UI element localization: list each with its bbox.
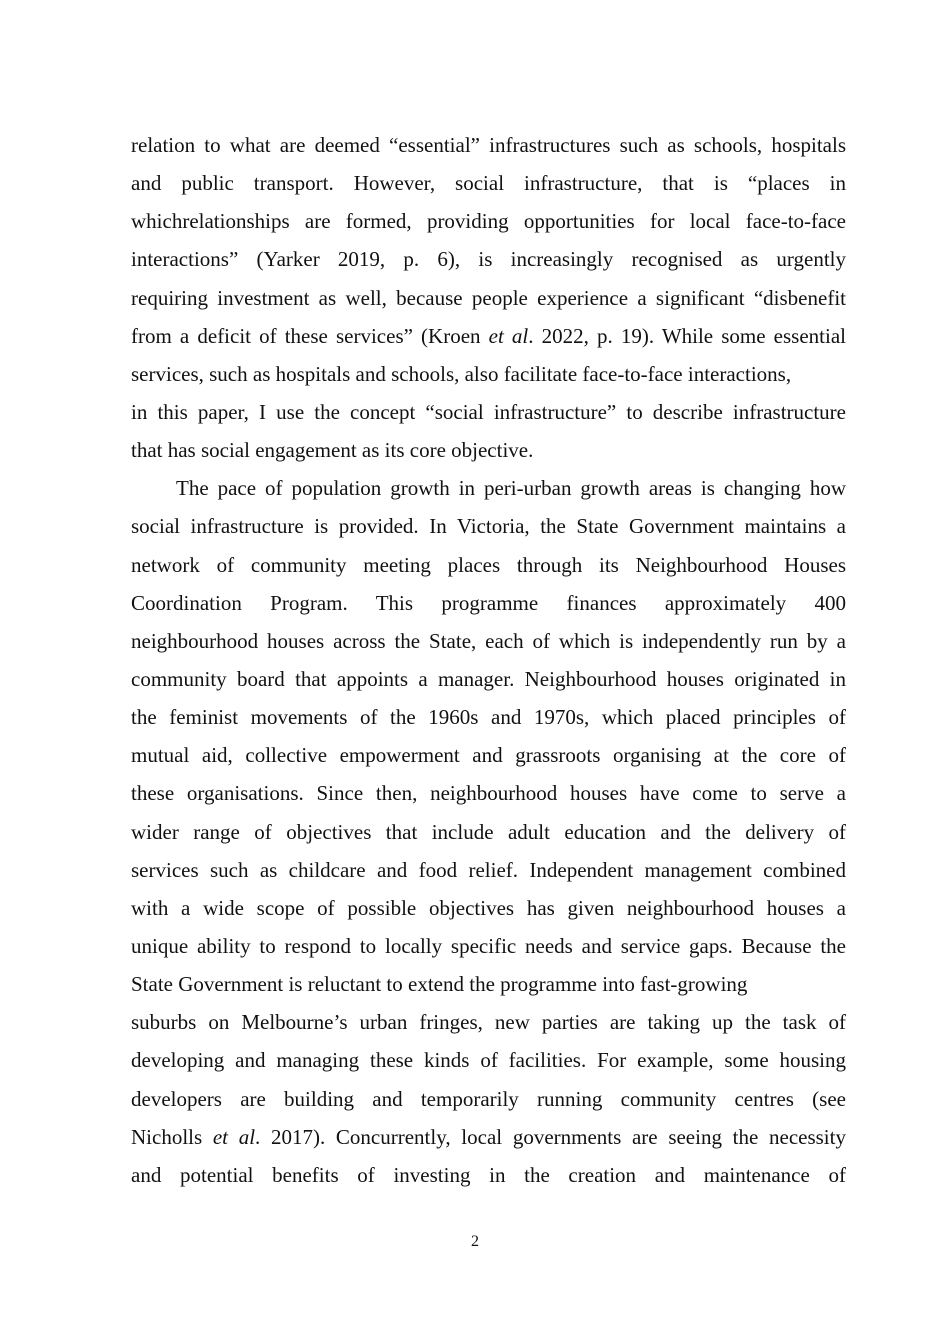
- text-line: wider range of objectives that include adult education and the delivery of: [131, 819, 846, 844]
- body-text: [131, 126, 846, 1194]
- text-line: services such as childcare and food relief. Independent management combined: [131, 857, 846, 882]
- text-line: in this paper, I use the concept “social infrastructure” to describe infrastructure: [131, 399, 846, 424]
- text-line: with a wide scope of possible objectives has given neighbourhood houses a: [131, 895, 846, 920]
- text-line: social infrastructure is provided. In Victoria, the State Government maintains a: [131, 514, 846, 539]
- italic-citation: et al: [488, 323, 529, 348]
- text-line: that has social engagement as its core objective.: [131, 438, 534, 463]
- text-line: suburbs on Melbourne’s urban fringes, new parties are taking up the task of: [131, 1010, 846, 1035]
- text-line: Coordination Program. This programme finances approximately 400: [131, 590, 846, 615]
- text-line: State Government is reluctant to extend the programme into fast-growing: [131, 972, 748, 997]
- text-line: neighbourhood houses across the State, each of which is independently run by a: [131, 628, 846, 653]
- text-line: these organisations. Since then, neighbourhood houses have come to serve a: [131, 781, 846, 806]
- text-line: and potential benefits of investing in the creation and maintenance of: [131, 1162, 846, 1187]
- text-line: whichrelationships are formed, providing opportunities for local face-to-face: [131, 209, 846, 234]
- text-line: developing and managing these kinds of facilities. For example, some housing: [131, 1048, 846, 1073]
- text-line: unique ability to respond to locally specific needs and service gaps. Because the: [131, 933, 846, 958]
- text-line: relation to what are deemed “essential” infrastructures such as schools, hospitals: [131, 133, 846, 157]
- text-line: the feminist movements of the 1960s and 1970s, which placed principles of: [131, 705, 846, 730]
- italic-citation: et al: [212, 1124, 256, 1149]
- text-line: from a deficit of these services” (Kroen et al. 2022, p. 19). While some essential: [131, 323, 846, 348]
- text-line: Nicholls et al. 2017). Concurrently, local governments are seeing the necessity: [131, 1124, 846, 1149]
- text-line: interactions” (Yarker 2019, p. 6), is increasingly recognised as urgently: [131, 247, 846, 272]
- text-line: community board that appoints a manager. Neighbourhood houses originated in: [131, 666, 846, 691]
- text-line: network of community meeting places through its Neighbourhood Houses: [131, 552, 846, 577]
- text-line: requiring investment as well, because people experience a significant “disbenefit: [131, 285, 846, 310]
- page-number: 2: [471, 1233, 479, 1250]
- text-line: developers are building and temporarily running community centres (see: [131, 1086, 846, 1111]
- text-line: and public transport. However, social infrastructure, that is “places in: [131, 171, 846, 196]
- text-line: services, such as hospitals and schools, also facilitate face-to-face interactions,: [131, 361, 792, 386]
- text-line: mutual aid, collective empowerment and grassroots organising at the core of: [131, 743, 846, 768]
- text-line: The pace of population growth in peri-urban growth areas is changing how: [176, 476, 846, 501]
